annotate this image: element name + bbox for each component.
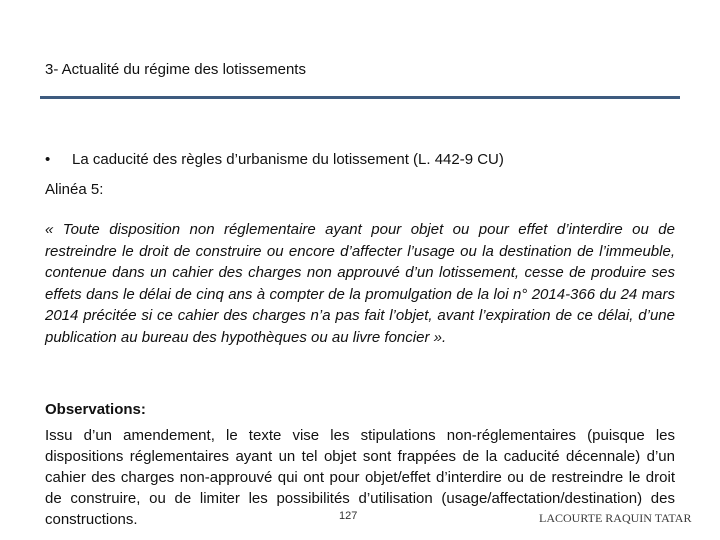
page-number: 127 bbox=[339, 510, 358, 522]
slide-title: 3- Actualité du régime des lotissements bbox=[45, 61, 306, 78]
quoted-paragraph: « Toute disposition non réglementaire ayant pour objet ou pour effet d’interdire ou de restreindre le droit de construire ou encore d’affecter l’usage ou la destination de l’immeuble, contenue dans un cahier des charges non approuvé d’un lotissement, cesse de produire ses effets dans le délai de cinq ans à compter de la promulgation de la loi n° 2014-366 du 24 mars 2014 précitée si ce cahier des charges n’a pas fait l’objet, avant l’expiration de ce délai, d’une publication au bureau des hypothèques ou au livre foncier ». bbox=[45, 221, 675, 346]
firm-logo: LACOURTE RAQUIN TATAR bbox=[539, 511, 692, 525]
title-rule bbox=[40, 96, 680, 99]
bullet-text: La caducité des règles d’urbanisme du lotissement (L. 442-9 CU) bbox=[72, 151, 504, 168]
observations-heading: Observations: bbox=[45, 401, 146, 418]
bullet-icon: • bbox=[45, 151, 51, 168]
observations-paragraph: Issu d’un amendement, le texte vise les stipulations non-réglementaires (puisque les dispositions réglementaires ayant un tel objet sont frappées de la caducité décennale) d’un cahier des charges non-approuvé qui ont pour objet/effet d’interdire ou de restreindre le droit de construire, ou de limiter les possibilités d’utilisation (usage/affectation/destination) des constructions. bbox=[45, 427, 675, 528]
subheading: Alinéa 5: bbox=[45, 181, 104, 198]
